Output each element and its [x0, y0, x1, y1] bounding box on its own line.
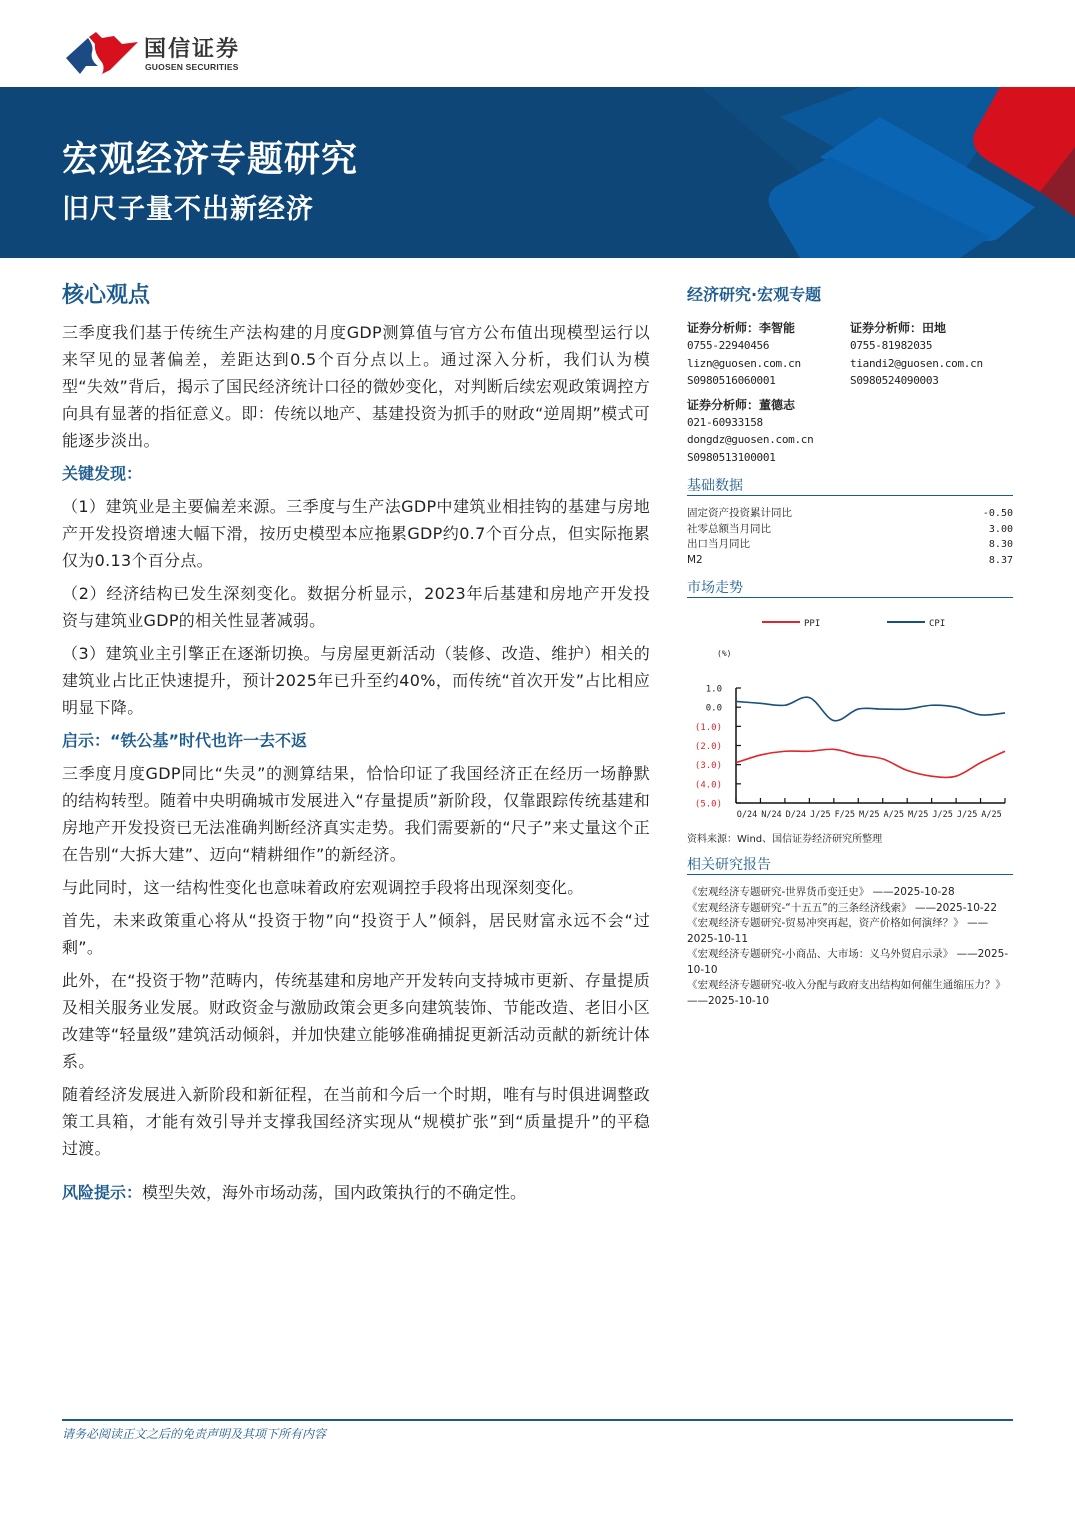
basic-data-table: [687, 506, 1013, 568]
insight-heading: 启示：“铁公基”时代也许一去不返: [62, 731, 308, 750]
footer-divider: [62, 1419, 1013, 1421]
analyst-card: [850, 319, 1013, 390]
x-tick-label: M/25: [907, 810, 929, 820]
risk-warning: [62, 1179, 526, 1206]
footer-disclaimer: 请务必阅读正文之后的免责声明及其项下所有内容: [62, 1427, 327, 1441]
basic-data-row: [687, 553, 1013, 569]
analyst-phone: 021-60933158: [687, 415, 763, 429]
key-findings-heading: 关键发现：: [62, 464, 143, 483]
insight-paragraph-3: 首先，未来政策重心将从“投资于物”向“投资于人”倾斜，居民财富永远不会“过剩”。: [62, 911, 650, 957]
y-unit-label: (%): [717, 649, 732, 658]
basic-data-label: M2: [687, 553, 703, 566]
analyst-name: 证券分析师：田地: [850, 321, 947, 335]
x-tick-label: F/25: [834, 810, 856, 820]
x-tick-label: N/24: [761, 810, 782, 820]
report-category: 经济研究·宏观专题: [687, 285, 822, 304]
chart-source: 资料来源：Wind、国信证券经济研究所整理: [687, 834, 883, 845]
basic-data-row: [687, 537, 1013, 553]
analyst-email[interactable]: tiandi2@guosen.com.cn: [850, 356, 983, 370]
insight-paragraph-1: 三季度月度GDP同比“失灵”的测算结果，恰恰印证了我国经济正在经历一场静默的结构转型。随着中央明确城市发展进入“存量提质”新阶段，仅靠跟踪传统基建和房地产开发投资已无法准确判断经济真实走势。我们需要新的“尺子”来丈量这个正在告别“大拆大建”、迈向“精耕细作”的新经济。: [62, 764, 650, 864]
risk-label: 风险提示：: [62, 1183, 143, 1202]
y-tick-label: (1.0): [694, 722, 722, 733]
risk-text: 模型失效，海外市场动荡，国内政策执行的不确定性。: [142, 1183, 527, 1202]
basic-data-value: 8.37: [988, 554, 1013, 566]
analyst-name: 证券分析师：李智能: [687, 321, 796, 335]
x-tick-label: O/24: [736, 810, 758, 820]
x-tick-label: M/25: [859, 810, 880, 820]
related-report-item[interactable]: 《宏观经济专题研究-贸易冲突再起，资产价格如何演绎？》 ——2025-10-11: [687, 917, 989, 945]
core-view-heading: 核心观点: [62, 283, 151, 308]
analyst-cert: S0980524090003: [850, 374, 939, 387]
logo-name-en: GUOSEN SECURITIES: [145, 62, 239, 72]
finding-3: （3）建筑业主引擎正在逐渐切换。与房屋更新活动（装修、改造、维护）相关的建筑业占比正快速提升，预计2025年已升至约40%，而传统“首次开发”占比相应明显下降。: [62, 644, 650, 717]
insight-paragraph-4: 此外，在“投资于物”范畴内，传统基建和房地产开发转向支持城市更新、存量提质及相关服务业发展。财政资金与激励政策会更多向建筑装饰、节能改造、老旧小区改建等“轻量级”建筑活动倾斜，并加快建立能够准确捕捉更新活动贡献的新统计体系。: [62, 971, 650, 1071]
report-series-title: 宏观经济专题研究: [62, 139, 359, 180]
related-report-item[interactable]: 《宏观经济专题研究-小商品、大市场：义乌外贸启示录》 ——2025-10-10: [687, 948, 1009, 976]
finding-2: （2）经济结构已发生深刻变化。数据分析显示，2023年后基建和房地产开发投资与建筑业GDP的相关性显著减弱。: [62, 584, 650, 630]
y-tick-label: (5.0): [694, 799, 722, 810]
y-tick-label: 0.0: [705, 703, 722, 714]
x-tick-label: A/25: [981, 810, 1002, 820]
analyst-cert: S0980516060001: [687, 374, 776, 387]
basic-data-label: 出口当月同比: [687, 538, 750, 550]
analyst-phone: 0755-81982035: [850, 339, 933, 352]
basic-data-row: [687, 506, 1013, 522]
analyst-card: [687, 396, 850, 467]
y-tick-label: (4.0): [694, 780, 722, 791]
basic-data-label: 固定资产投资累计同比: [687, 507, 792, 519]
series-line-cpi: [736, 697, 1005, 721]
analyst-card: [687, 319, 850, 390]
guosen-logo: [62, 28, 262, 78]
main-content: [62, 278, 650, 1168]
related-reports-title: 相关研究报告: [687, 855, 1013, 877]
analyst-name: 证券分析师：董德志: [687, 397, 796, 412]
ppi-cpi-chart-svg: [687, 608, 1013, 828]
basic-data-label: 社零总额当月同比: [687, 522, 771, 535]
analyst-email[interactable]: lizn@guosen.com.cn: [687, 356, 801, 370]
legend-label-ppi: PPI: [804, 619, 821, 629]
y-tick-label: (2.0): [694, 742, 722, 752]
x-tick-label: J/25: [810, 810, 831, 820]
ppi-cpi-chart: [687, 608, 1013, 828]
analyst-email[interactable]: dongdz@guosen.com.cn: [687, 433, 814, 446]
related-report-item[interactable]: 《宏观经济专题研究-收入分配与政府支出结构如何催生通缩压力？》 ——2025-10-10: [687, 979, 1006, 1007]
x-tick-label: A/25: [883, 810, 904, 820]
logo-name-cn: 国信证券: [144, 37, 241, 62]
y-tick-label: (3.0): [694, 761, 722, 772]
related-report-item[interactable]: 《宏观经济专题研究-世界货币变迁史》 ——2025-10-28: [687, 886, 955, 898]
x-tick-label: J/25: [932, 810, 953, 820]
basic-data-row: [687, 522, 1013, 538]
y-tick-label: 1.0: [705, 684, 722, 695]
analyst-cert: S0980513100001: [687, 450, 776, 464]
title-banner: [0, 87, 1075, 258]
x-tick-label: D/24: [785, 810, 807, 820]
sidebar: [687, 282, 1013, 1009]
series-line-ppi: [736, 749, 1005, 777]
basic-data-value: 8.30: [988, 539, 1013, 550]
guosen-logo-mark-icon: [62, 30, 140, 76]
basic-data-value: 3.00: [988, 523, 1013, 535]
report-title: 旧尺子量不出新经济: [62, 194, 314, 225]
analyst-phone: 0755-22940456: [687, 339, 770, 352]
basic-data-value: -0.50: [982, 508, 1013, 519]
market-trend-title: 市场走势: [687, 578, 1013, 600]
insight-paragraph-2: 与此同时，这一结构性变化也意味着政府宏观调控手段将出现深刻变化。: [62, 878, 584, 897]
related-report-item[interactable]: 《宏观经济专题研究-“十五五”的三条经济线索》 ——2025-10-22: [687, 901, 998, 914]
legend-label-cpi: CPI: [929, 619, 946, 629]
intro-paragraph: 三季度我们基于传统生产法构建的月度GDP测算值与官方公布值出现模型运行以来罕见的显著偏差，差距达到0.5个百分点以上。通过深入分析，我们认为模型“失效”背后，揭示了国民经济统计口径的微妙变化，对判断后续宏观政策调控方向具有显著的指征意义。即：传统以地产、基建投资为抓手的财政“逆周期”模式可能逐步淡出。: [62, 323, 650, 450]
related-reports-list: [687, 885, 1013, 1009]
analyst-list: [687, 319, 1013, 466]
insight-paragraph-5: 随着经济发展进入新阶段和新征程，在当前和今后一个时期，唯有与时俱进调整政策工具箱，才能有效引导并支撑我国经济实现从“规模扩张”到“质量提升”的平稳过渡。: [62, 1085, 650, 1158]
basic-data-title: 基础数据: [687, 476, 1013, 498]
finding-1: （1）建筑业是主要偏差来源。三季度与生产法GDP中建筑业相挂钩的基建与房地产开发投资增速大幅下滑，按历史模型本应拖累GDP约0.7个百分点，但实际拖累仅为0.13个百分点。: [62, 497, 650, 570]
x-tick-label: J/25: [956, 810, 978, 820]
